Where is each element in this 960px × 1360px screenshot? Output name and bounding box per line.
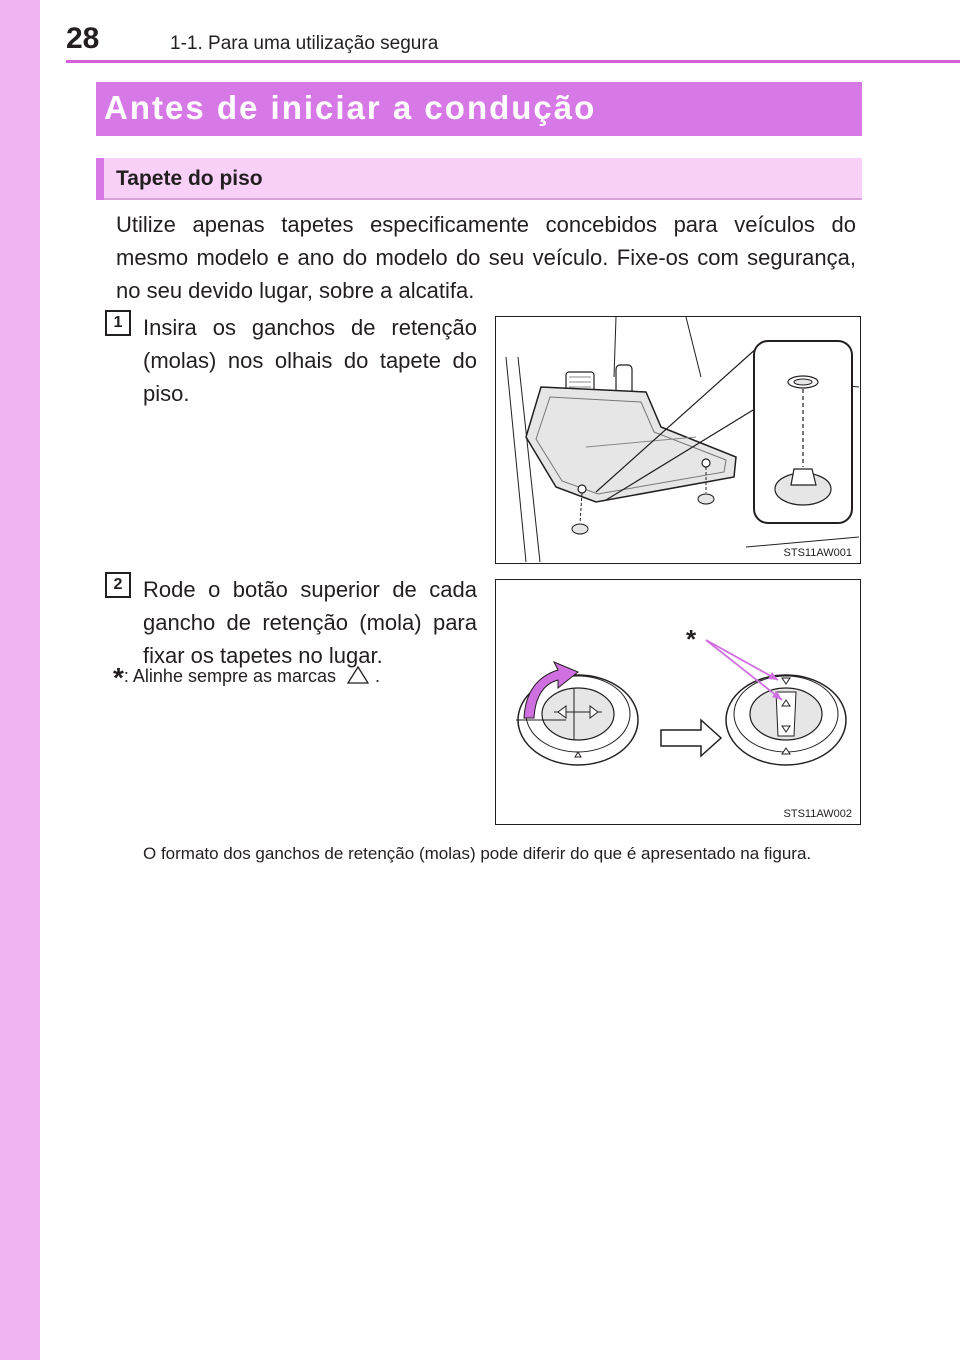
knob-rotation-illustration	[496, 580, 859, 823]
intro-paragraph: Utilize apenas tapetes especificamente concebidos para veículos do mesmo modelo e ano do modelo do seu veículo. Fixe-os com segurança, no seu devido lugar, sobre a alcatifa.	[116, 212, 856, 303]
floor-mat-illustration	[496, 317, 859, 562]
figure-2-code: STS11AW002	[783, 808, 852, 820]
figure-1-code: STS11AW001	[783, 547, 852, 559]
triangle-mark-icon	[345, 665, 371, 685]
note-text: : Alinhe sempre as marcas	[123, 666, 336, 686]
step-1-badge: 1	[105, 310, 131, 336]
subsection-accent	[96, 158, 104, 200]
step-1-text: Insira os ganchos de retenção (molas) nos olhais do tapete do piso.	[143, 315, 477, 406]
step-2-badge: 2	[105, 572, 131, 598]
note-line	[113, 663, 380, 691]
section-title: Antes de iniciar a condução	[104, 89, 597, 126]
header-divider	[66, 60, 960, 63]
figure-rotate-knob	[495, 579, 861, 825]
footer-note: O formato dos ganchos de retenção (molas) pode diferir do que é apresentado na figura.	[143, 844, 812, 863]
note-star: *	[113, 662, 124, 693]
figure-floor-mat-hooks	[495, 316, 861, 564]
step-2-text: Rode o botão superior de cada gancho de retenção (mola) para fixar os tapetes no lugar.	[143, 577, 477, 668]
breadcrumb: 1-1. Para uma utilização segura	[170, 33, 439, 54]
note-end: .	[375, 666, 381, 686]
side-color-bar	[0, 0, 40, 1360]
page-number: 28	[66, 22, 100, 55]
figure-2-star: *	[686, 624, 697, 654]
subsection-title: Tapete do piso	[116, 167, 263, 190]
